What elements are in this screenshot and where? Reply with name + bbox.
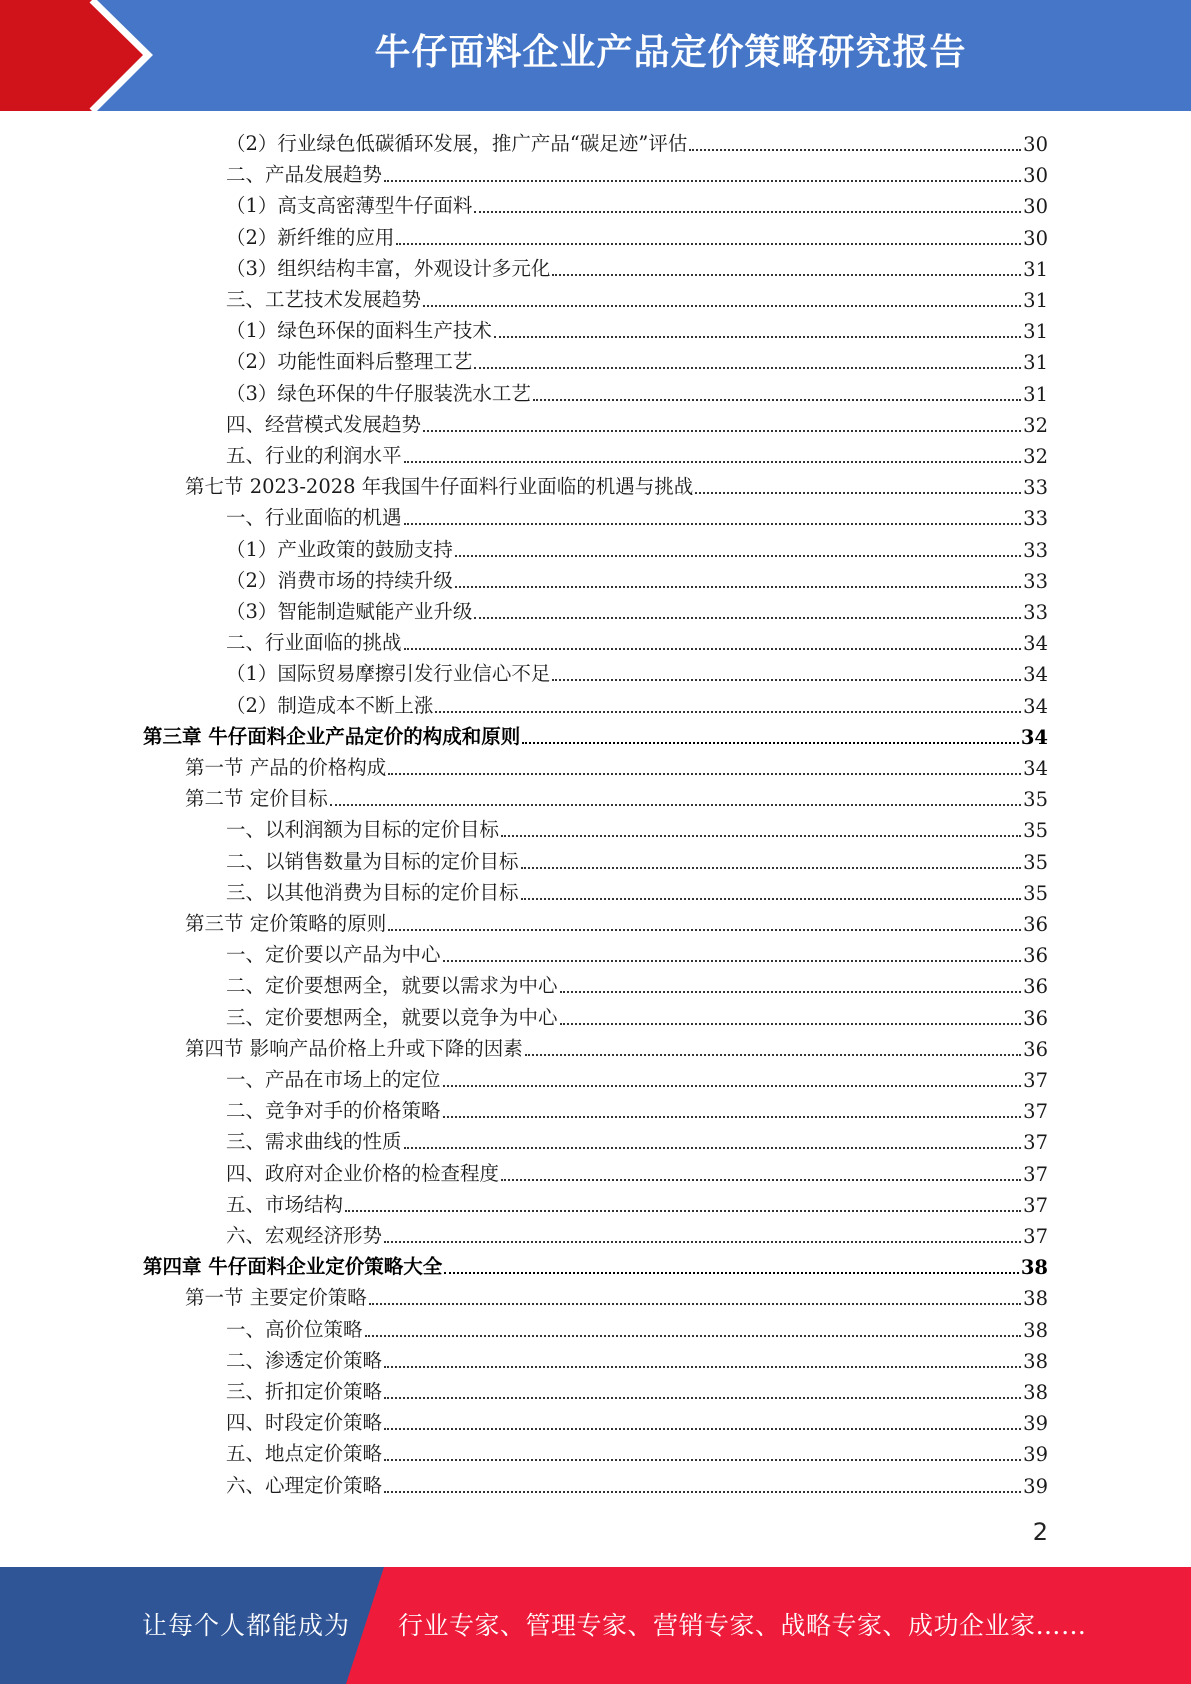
toc-entry[interactable] <box>226 1002 1048 1033</box>
toc-entry[interactable] <box>226 222 1048 253</box>
toc-entry[interactable] <box>226 284 1048 315</box>
toc-entry-title: （3）智能制造赋能产业升级 <box>226 600 473 623</box>
toc-entry[interactable] <box>226 440 1048 471</box>
toc-entry-title: （1）绿色环保的面料生产技术 <box>226 319 492 343</box>
toc-dot-leader <box>388 773 1021 775</box>
toc-entry-title: 二、渗透定价策略 <box>226 1348 383 1372</box>
toc-entry-title: 第一节 产品的价格构成 <box>185 756 387 779</box>
toc-entry[interactable] <box>185 908 1048 939</box>
toc-entry-title: 一、产品在市场上的定位 <box>226 1068 441 1091</box>
toc-entry[interactable] <box>226 1438 1048 1469</box>
toc-entry-title: 三、工艺技术发展趋势 <box>226 288 422 311</box>
page-number: 2 <box>1032 1518 1048 1546</box>
toc-dot-leader <box>689 149 1021 151</box>
toc-entry[interactable] <box>226 627 1048 658</box>
report-title: 牛仔面料企业产品定价策略研究报告 <box>374 32 967 73</box>
toc-entry-page: 35 <box>1023 819 1048 843</box>
toc-entry-page: 38 <box>1023 1287 1048 1311</box>
toc-entry-title: 二、行业面临的挑战 <box>226 631 402 655</box>
toc-dot-leader <box>369 1303 1021 1305</box>
toc-entry-title: 三、定价要想两全，就要以竞争为中心 <box>226 1005 558 1029</box>
toc-entry-title: 二、竞争对手的价格策略 <box>226 1099 441 1123</box>
toc-entry[interactable] <box>226 1158 1048 1189</box>
toc-entry-page: 30 <box>1023 195 1048 219</box>
footer-slogan-right: 行业专家、管理专家、营销专家、战略专家、成功企业家…… <box>398 1611 1087 1640</box>
toc-entry-title: 三、以其他消费为目标的定价目标 <box>226 880 519 904</box>
toc-entry-title: 四、经营模式发展趋势 <box>226 412 422 436</box>
toc-entry-title: （3）组织结构丰富，外观设计多元化 <box>226 256 551 280</box>
toc-entry-page: 30 <box>1023 164 1048 188</box>
toc-dot-leader <box>404 461 1022 463</box>
toc-dot-leader <box>396 243 1021 245</box>
toc-entry[interactable] <box>226 565 1048 596</box>
toc-entry-page: 36 <box>1023 944 1048 968</box>
toc-entry-title: 一、定价要以产品为中心 <box>226 943 441 967</box>
toc-entry-title: 第四章 牛仔面料企业定价策略大全 <box>143 1255 443 1279</box>
toc-entry[interactable] <box>226 658 1048 689</box>
toc-entry-title: （3）绿色环保的牛仔服装洗水工艺 <box>226 381 531 405</box>
toc-entry-title: 五、行业的利润水平 <box>226 444 402 467</box>
toc-entry-title: 一、高价位策略 <box>226 1317 363 1341</box>
toc-entry[interactable] <box>185 1033 1048 1064</box>
toc-entry-page: 32 <box>1023 413 1048 437</box>
toc-entry-page: 37 <box>1023 1131 1048 1155</box>
toc-dot-leader <box>443 1085 1022 1087</box>
toc-entry-page: 39 <box>1023 1474 1048 1498</box>
toc-entry-page: 34 <box>1020 725 1048 749</box>
toc-entry[interactable] <box>226 1189 1048 1220</box>
toc-dot-leader <box>552 679 1021 681</box>
toc-entry-title: （1）国际贸易摩擦引发行业信心不足 <box>226 662 551 686</box>
toc-entry-page: 31 <box>1023 257 1048 281</box>
toc-entry-title: 第一节 主要定价策略 <box>185 1286 367 1310</box>
toc-entry[interactable] <box>226 502 1048 533</box>
toc-entry-title: 三、需求曲线的性质 <box>226 1130 402 1154</box>
toc-entry[interactable] <box>226 846 1048 877</box>
toc-entry-page: 35 <box>1023 788 1048 812</box>
toc-entry-page: 38 <box>1023 1349 1048 1373</box>
toc-entry-title: 四、时段定价策略 <box>226 1411 383 1435</box>
toc-entry[interactable] <box>226 378 1048 409</box>
toc-entry[interactable] <box>226 1345 1048 1376</box>
toc-entry-title: 一、行业面临的机遇 <box>226 506 402 530</box>
toc-dot-leader <box>474 617 1021 619</box>
toc-entry-page: 33 <box>1023 538 1048 562</box>
toc-dot-leader <box>384 1459 1021 1461</box>
toc-entry-page: 31 <box>1023 382 1048 406</box>
toc-entry[interactable] <box>226 315 1048 346</box>
toc-dot-leader <box>521 898 1022 900</box>
toc-entry-title: 五、市场结构 <box>226 1192 344 1216</box>
toc-dot-leader <box>384 1428 1021 1430</box>
toc-entry-page: 30 <box>1023 226 1048 250</box>
toc-dot-leader <box>330 804 1021 806</box>
toc-entry[interactable] <box>226 1407 1048 1438</box>
toc-entry-page: 39 <box>1023 1443 1048 1467</box>
toc-dot-leader <box>443 960 1022 962</box>
toc-entry[interactable] <box>185 783 1048 814</box>
toc-entry-title: （2）功能性面料后整理工艺 <box>226 350 473 374</box>
toc-entry[interactable] <box>226 346 1048 377</box>
toc-entry-title: （1）产业政策的鼓励支持 <box>226 537 453 561</box>
toc-entry-title: 第七节 2023-2028 年我国牛仔面料行业面临的机遇与挑战 <box>185 475 694 499</box>
footer-slogan-left: 让每个人都能成为 <box>142 1611 351 1640</box>
toc-entry-page: 33 <box>1023 601 1048 624</box>
toc-dot-leader <box>501 835 1021 837</box>
toc-entry-title: 六、宏观经济形势 <box>226 1224 383 1247</box>
toc-entry[interactable] <box>226 253 1048 284</box>
toc-dot-leader <box>345 1210 1021 1212</box>
toc-entry-title: 一、以利润额为目标的定价目标 <box>226 818 500 842</box>
toc-entry[interactable] <box>226 190 1048 221</box>
toc-entry-page: 35 <box>1023 881 1048 905</box>
toc-dot-leader <box>404 648 1022 650</box>
toc-dot-leader <box>423 430 1021 432</box>
toc-entry-page: 37 <box>1023 1193 1048 1217</box>
toc-entry-title: 二、产品发展趋势 <box>226 163 383 187</box>
toc-entry-title: 二、以销售数量为目标的定价目标 <box>226 849 519 873</box>
toc-dot-leader <box>455 555 1021 557</box>
toc-entry-page: 33 <box>1023 569 1048 593</box>
toc-entry[interactable] <box>226 596 1048 627</box>
toc-entry[interactable] <box>226 970 1048 1001</box>
toc-entry[interactable] <box>185 471 1048 502</box>
toc-entry-page: 36 <box>1023 1037 1048 1061</box>
toc-entry-page: 34 <box>1023 632 1048 656</box>
toc-entry-title: 六、心理定价策略 <box>226 1473 383 1497</box>
toc-entry[interactable] <box>226 877 1048 908</box>
toc-entry-title: 二、定价要想两全，就要以需求为中心 <box>226 974 558 998</box>
toc-entry[interactable] <box>226 1126 1048 1157</box>
toc-entry[interactable] <box>226 1095 1048 1126</box>
toc-entry[interactable] <box>226 159 1048 190</box>
toc-dot-leader <box>384 1397 1021 1399</box>
toc-entry-page: 31 <box>1023 320 1048 344</box>
toc-entry-page: 32 <box>1023 445 1048 468</box>
toc-dot-leader <box>443 1116 1022 1118</box>
toc-entry-title: （2）行业绿色低碳循环发展，推广产品“碳足迹”评估 <box>226 132 688 155</box>
toc-dot-leader <box>384 1366 1021 1368</box>
toc-entry-page: 38 <box>1023 1381 1048 1404</box>
toc-entry[interactable] <box>226 1314 1048 1345</box>
toc-entry-page: 38 <box>1020 1256 1048 1280</box>
toc-dot-leader <box>384 180 1021 182</box>
toc-entry[interactable] <box>226 939 1048 970</box>
toc-entry[interactable] <box>226 690 1048 721</box>
toc-dot-leader <box>560 1023 1022 1025</box>
toc-entry[interactable] <box>226 1220 1048 1251</box>
toc-dot-leader <box>474 367 1021 369</box>
toc-dot-leader <box>521 867 1022 869</box>
toc-entry-title: 第四节 影响产品价格上升或下降的因素 <box>185 1036 523 1060</box>
toc-entry-title: （2）消费市场的持续升级 <box>226 568 453 592</box>
toc-dot-leader <box>455 586 1021 588</box>
toc-entry[interactable] <box>226 1470 1048 1501</box>
toc-dot-leader <box>695 492 1021 494</box>
toc-entry-page: 31 <box>1023 351 1048 375</box>
toc-entry-page: 35 <box>1023 850 1048 874</box>
toc-entry-title: （1）高支高密薄型牛仔面料 <box>226 194 473 218</box>
toc-entry-title: 三、折扣定价策略 <box>226 1380 383 1403</box>
toc-entry[interactable] <box>143 721 1048 752</box>
toc-entry-page: 38 <box>1023 1318 1048 1342</box>
toc-entry-page: 30 <box>1023 133 1048 156</box>
toc-entry[interactable] <box>143 1251 1048 1282</box>
toc-dot-leader <box>522 742 1019 744</box>
toc-entry[interactable] <box>226 409 1048 440</box>
toc-dot-leader <box>384 1491 1021 1493</box>
toc-entry-title: 四、政府对企业价格的检查程度 <box>226 1161 500 1185</box>
toc-entry[interactable] <box>226 814 1048 845</box>
toc-entry[interactable] <box>185 1282 1048 1313</box>
toc-entry-page: 39 <box>1023 1412 1048 1436</box>
toc-entry[interactable] <box>226 1064 1048 1095</box>
toc-entry-page: 31 <box>1023 289 1048 312</box>
toc-dot-leader <box>404 523 1022 525</box>
toc-entry[interactable] <box>226 128 1048 159</box>
toc-entry-title: （2）制造成本不断上涨 <box>226 693 434 717</box>
toc-dot-leader <box>444 1272 1019 1274</box>
toc-entry-title: （2）新纤维的应用 <box>226 225 395 249</box>
toc-dot-leader <box>560 991 1022 993</box>
toc-entry-page: 34 <box>1023 757 1048 780</box>
toc-entry-page: 36 <box>1023 975 1048 999</box>
toc-entry-page: 37 <box>1023 1100 1048 1124</box>
toc-dot-leader <box>474 211 1021 213</box>
toc-entry-page: 37 <box>1023 1162 1048 1186</box>
page-header <box>0 0 1191 111</box>
toc-entry-page: 36 <box>1023 913 1048 936</box>
toc-dot-leader <box>501 1179 1021 1181</box>
toc-dot-leader <box>388 929 1021 931</box>
toc-dot-leader <box>494 336 1021 338</box>
toc-dot-leader <box>435 711 1021 713</box>
toc-entry[interactable] <box>226 1376 1048 1407</box>
toc-dot-leader <box>552 274 1021 276</box>
toc-entry-page: 36 <box>1023 1006 1048 1030</box>
toc-dot-leader <box>423 305 1021 307</box>
toc-dot-leader <box>533 399 1021 401</box>
toc-dot-leader <box>404 1147 1022 1149</box>
toc-entry-page: 37 <box>1023 1069 1048 1092</box>
toc-dot-leader <box>525 1054 1021 1056</box>
toc-dot-leader <box>384 1241 1021 1243</box>
page-footer <box>0 1567 1191 1684</box>
toc-entry-page: 33 <box>1023 476 1048 500</box>
toc-entry-title: 五、地点定价策略 <box>226 1442 383 1466</box>
toc-entry-page: 37 <box>1023 1225 1048 1248</box>
toc-entry[interactable] <box>185 752 1048 783</box>
toc-dot-leader <box>365 1335 1022 1337</box>
toc-entry-title: 第二节 定价目标 <box>185 787 328 811</box>
toc-entry-page: 34 <box>1023 694 1048 718</box>
toc-entry-title: 第三章 牛仔面料企业产品定价的构成和原则 <box>143 724 521 748</box>
toc-entry-page: 34 <box>1023 663 1048 687</box>
toc-entry[interactable] <box>226 534 1048 565</box>
toc-entry-title: 第三节 定价策略的原则 <box>185 912 387 935</box>
toc-entry-page: 33 <box>1023 507 1048 531</box>
